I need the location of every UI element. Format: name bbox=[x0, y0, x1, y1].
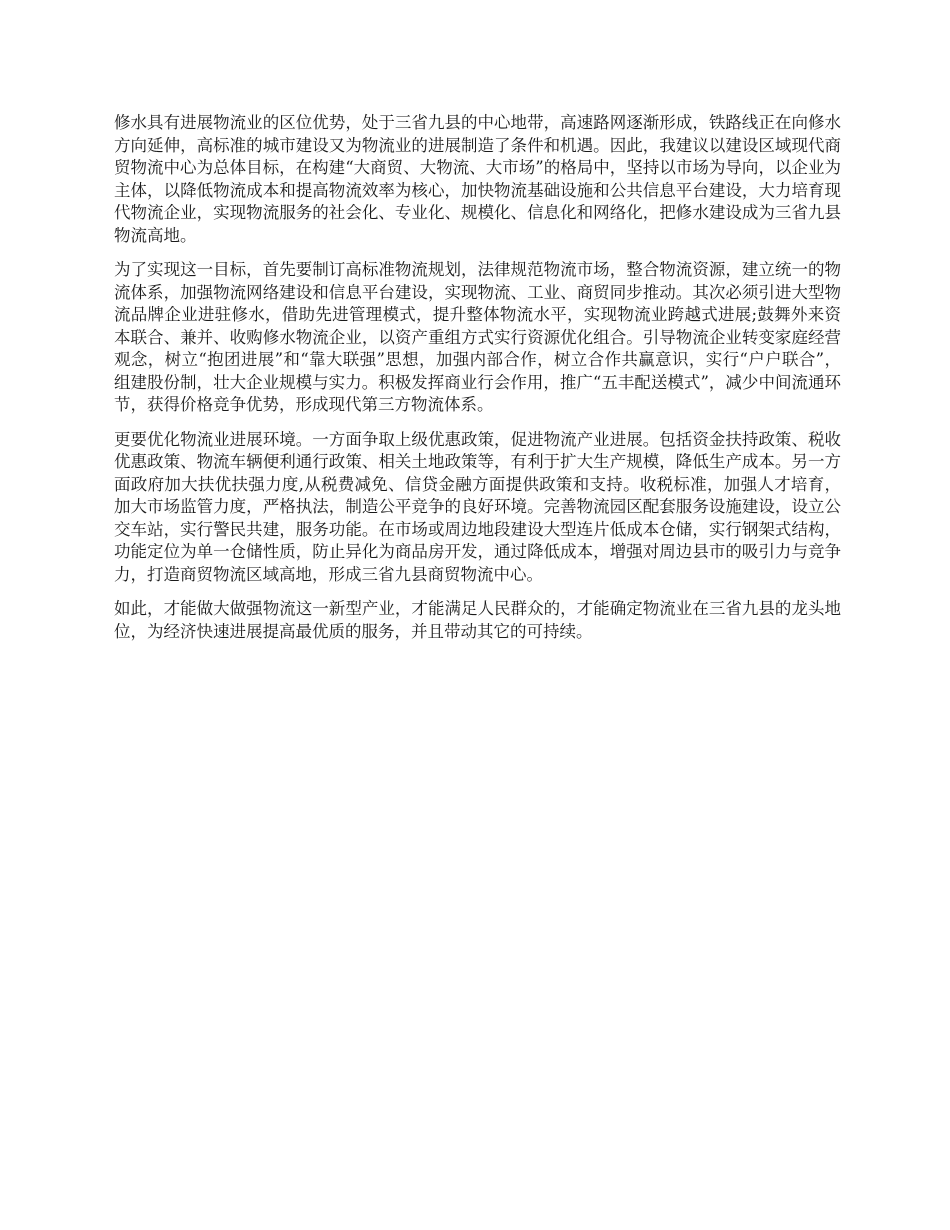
document-body bbox=[114, 112, 841, 655]
paragraph-1: 修水具有进展物流业的区位优势，处于三省九县的中心地带，高速路网逐渐形成，铁路线正在向修水方向延伸，高标准的城市建设又为物流业的进展制造了条件和机遇。因此，我建议以建设区域现代商贸物流中心为总体目标，在构建“大商贸、大物流、大市场”的格局中，坚持以市场为导向，以企业为主体，以降低物流成本和提高物流效率为核心，加快物流基础设施和公共信息平台建设，大力培育现代物流企业，实现物流服务的社会化、专业化、规模化、信息化和网络化，把修水建设成为三省九县物流高地。 bbox=[114, 113, 841, 245]
paragraph-3: 更要优化物流业进展环境。一方面争取上级优惠政策，促进物流产业进展。包括资金扶持政策、税收优惠政策、物流车辆便利通行政策、相关土地政策等，有利于扩大生产规模，降低生产成本。另一方面政府加大扶优扶强力度,从税费减免、信贷金融方面提供政策和支持。收税标准，加强人才培育，加大市场监管力度，严格执法，制造公平竞争的良好环境。完善物流园区配套服务设施建设，设立公交车站，实行警民共建，服务功能。在市场或周边地段建设大型连片低成本仓储，实行钢架式结构，功能定位为单一仓储性质，防止异化为商品房开发，通过降低成本，增强对周边县市的吸引力与竞争力，打造商贸物流区域高地，形成三省九县商贸物流中心。 bbox=[114, 429, 841, 584]
paragraph-4: 如此，才能做大做强物流这一新型产业，才能满足人民群众的，才能确定物流业在三省九县的龙头地位，为经济快速进展提高最优质的服务，并且带动其它的可持续。 bbox=[114, 599, 841, 641]
paragraph-2: 为了实现这一目标，首先要制订高标准物流规划，法律规范物流市场，整合物流资源，建立统一的物流体系，加强物流网络建设和信息平台建设，实现物流、工业、商贸同步推动。其次必须引进大型物流品牌企业进驻修水，借助先进管理模式，提升整体物流水平，实现物流业跨越式进展;鼓舞外来资本联合、兼并、收购修水物流企业，以资产重组方式实行资源优化组合。引导物流企业转变家庭经营观念，树立“抱团进展”和“靠大联强”思想，加强内部合作，树立合作共赢意识，实行“户户联合”，组建股份制，壮大企业规模与实力。积极发挥商业行会作用，推广“五丰配送模式”，减少中间流通环节，获得价格竞争优势，形成现代第三方物流体系。 bbox=[114, 260, 841, 414]
